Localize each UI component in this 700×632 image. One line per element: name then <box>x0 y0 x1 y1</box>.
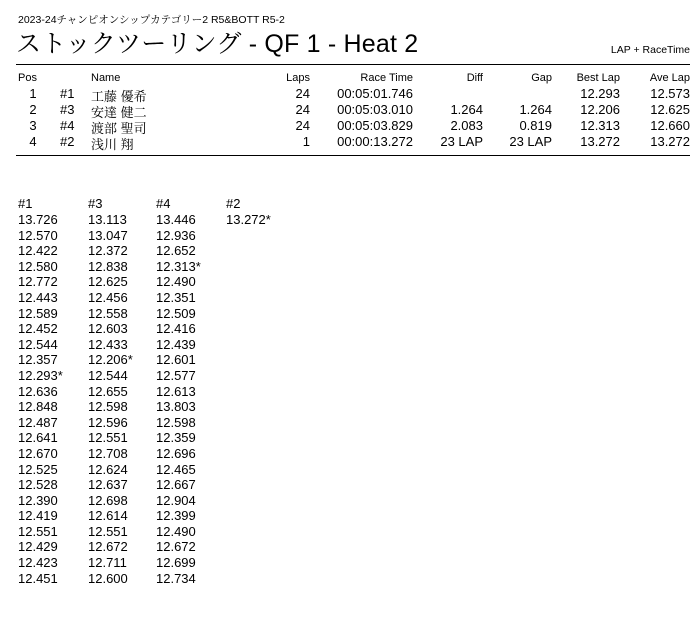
lap-time: 12.589 <box>18 305 58 321</box>
col-header-best-lap: Best Lap <box>576 72 620 84</box>
lap-time: 12.848 <box>18 399 58 415</box>
lap-time: 12.293* <box>18 367 63 383</box>
lap-column <box>88 196 133 586</box>
col-header-race-time: Race Time <box>360 72 413 84</box>
lap-time: 12.357 <box>18 352 58 368</box>
lap-column-car-number: #2 <box>226 196 241 211</box>
cell-best-lap: 13.272 <box>580 134 620 149</box>
lap-time: 12.544 <box>18 336 58 352</box>
lap-time: 12.672 <box>156 539 196 555</box>
lap-time: 12.936 <box>156 227 196 243</box>
lap-time: 12.624 <box>88 461 128 477</box>
lap-time: 12.667 <box>156 477 196 493</box>
lap-time: 12.509 <box>156 305 196 321</box>
lap-time: 13.726 <box>18 212 58 227</box>
cell-ave-lap: 12.573 <box>650 86 690 101</box>
cell-laps: 24 <box>295 86 310 101</box>
col-header-pos: Pos <box>18 72 37 84</box>
lap-time: 12.696 <box>156 445 196 461</box>
lap-time: 12.904 <box>156 492 196 508</box>
lap-time: 12.598 <box>88 399 128 415</box>
lap-time: 13.446 <box>156 212 196 227</box>
cell-best-lap: 12.313 <box>580 118 620 133</box>
lap-time: 12.359 <box>156 430 196 446</box>
col-header-ave-lap: Ave Lap <box>649 72 690 84</box>
cell-race-time: 00:05:01.746 <box>337 86 413 101</box>
cell-laps: 1 <box>302 134 310 149</box>
lap-column <box>156 196 201 586</box>
col-header-diff: Diff <box>466 72 483 84</box>
cell-pos: 1 <box>29 86 37 101</box>
lap-column-car-number: #4 <box>156 196 171 211</box>
cell-pos: 2 <box>29 102 37 117</box>
lap-time: 12.838 <box>88 258 128 274</box>
cell-pos: 3 <box>29 118 37 133</box>
cell-best-lap: 12.293 <box>580 86 620 101</box>
lap-time: 12.708 <box>88 445 128 461</box>
lap-time: 12.580 <box>18 258 58 274</box>
cell-best-lap: 12.206 <box>580 102 620 117</box>
cell-race-time: 00:05:03.829 <box>337 118 413 133</box>
lap-time: 12.423 <box>18 555 58 571</box>
cell-name: 安達 健二 <box>91 105 147 120</box>
cell-ave-lap: 12.625 <box>650 102 690 117</box>
lap-time: 12.551 <box>18 523 58 539</box>
lap-time: 12.641 <box>18 430 58 446</box>
lap-time: 12.419 <box>18 508 58 524</box>
lap-time: 12.525 <box>18 461 58 477</box>
lap-time: 12.734 <box>156 570 196 586</box>
lap-time: 12.577 <box>156 367 196 383</box>
lap-time: 12.652 <box>156 243 196 259</box>
lap-time: 12.670 <box>18 445 58 461</box>
cell-name: 浅川 翔 <box>91 137 134 152</box>
lap-time: 12.439 <box>156 336 196 352</box>
page-title: ストックツーリング - QF 1 - Heat 2 <box>16 30 419 58</box>
lap-column <box>226 196 271 228</box>
lap-time: 12.399 <box>156 508 196 524</box>
lap-time: 12.465 <box>156 461 196 477</box>
cell-ave-lap: 13.272 <box>650 134 690 149</box>
lap-time: 12.625 <box>88 274 128 290</box>
lap-time: 12.601 <box>156 352 196 368</box>
lap-time: 12.598 <box>156 414 196 430</box>
lap-column <box>18 196 63 586</box>
lap-time: 12.772 <box>18 274 58 290</box>
header-rule <box>16 64 690 65</box>
lap-time: 12.372 <box>88 243 128 259</box>
lap-time: 12.672 <box>88 539 128 555</box>
lap-time: 12.558 <box>88 305 128 321</box>
lap-time: 12.637 <box>88 477 128 493</box>
lap-time: 12.451 <box>18 570 58 586</box>
lap-time: 12.698 <box>88 492 128 508</box>
cell-gap: 1.264 <box>519 102 552 117</box>
col-header-gap: Gap <box>531 72 552 84</box>
lap-time: 12.613 <box>156 383 196 399</box>
lap-time: 13.113 <box>88 212 127 227</box>
cell-num: #1 <box>60 86 75 101</box>
lap-time: 12.487 <box>18 414 58 430</box>
cell-ave-lap: 12.660 <box>650 118 690 133</box>
col-header-laps: Laps <box>286 72 310 84</box>
lap-time: 12.711 <box>88 555 127 571</box>
lap-time: 12.699 <box>156 555 196 571</box>
lap-time: 13.047 <box>88 227 128 243</box>
cell-pos: 4 <box>29 134 37 149</box>
cell-race-time: 00:00:13.272 <box>337 134 413 149</box>
lap-time: 12.206* <box>88 352 133 368</box>
lap-time: 12.490 <box>156 523 196 539</box>
cell-diff: 1.264 <box>450 102 483 117</box>
cell-num: #2 <box>60 134 75 149</box>
lap-time: 12.551 <box>88 430 128 446</box>
cell-gap: 23 LAP <box>509 134 552 149</box>
display-mode-label: LAP + RaceTime <box>610 44 690 56</box>
lap-time: 12.596 <box>88 414 128 430</box>
page-subtitle: 2023-24チャンピオンシップカテゴリー2 R5&BOTT R5-2 <box>18 14 285 26</box>
lap-time: 12.416 <box>156 321 196 337</box>
lap-time: 12.456 <box>88 289 128 305</box>
lap-time: 12.390 <box>18 492 58 508</box>
lap-time: 12.433 <box>88 336 128 352</box>
cell-gap: 0.819 <box>519 118 552 133</box>
cell-name: 渡部 聖司 <box>91 121 147 136</box>
lap-time: 13.272* <box>226 212 271 227</box>
lap-time: 12.313* <box>156 258 201 274</box>
lap-time: 12.570 <box>18 227 58 243</box>
lap-time: 12.351 <box>156 289 196 305</box>
lap-time: 12.528 <box>18 477 58 493</box>
lap-time: 12.551 <box>88 523 128 539</box>
lap-column-car-number: #3 <box>88 196 103 211</box>
lap-time: 12.636 <box>18 383 58 399</box>
lap-time: 12.603 <box>88 321 128 337</box>
cell-diff: 2.083 <box>450 118 483 133</box>
col-header-name: Name <box>91 72 121 84</box>
cell-name: 工藤 優希 <box>91 89 147 104</box>
cell-num: #4 <box>60 118 75 133</box>
lap-time: 13.803 <box>156 399 196 415</box>
lap-time: 12.600 <box>88 570 128 586</box>
lap-time: 12.614 <box>88 508 128 524</box>
lap-time: 12.422 <box>18 243 58 259</box>
lap-time: 12.452 <box>18 321 58 337</box>
cell-laps: 24 <box>295 118 310 133</box>
lap-time: 12.429 <box>18 539 58 555</box>
cell-diff: 23 LAP <box>440 134 483 149</box>
lap-time: 12.544 <box>88 367 128 383</box>
lap-column-car-number: #1 <box>18 196 33 211</box>
lap-time: 12.490 <box>156 274 196 290</box>
footer-rule <box>16 155 690 156</box>
lap-time: 12.443 <box>18 289 58 305</box>
cell-laps: 24 <box>295 102 310 117</box>
lap-time: 12.655 <box>88 383 128 399</box>
cell-race-time: 00:05:03.010 <box>337 102 413 117</box>
cell-num: #3 <box>60 102 75 117</box>
